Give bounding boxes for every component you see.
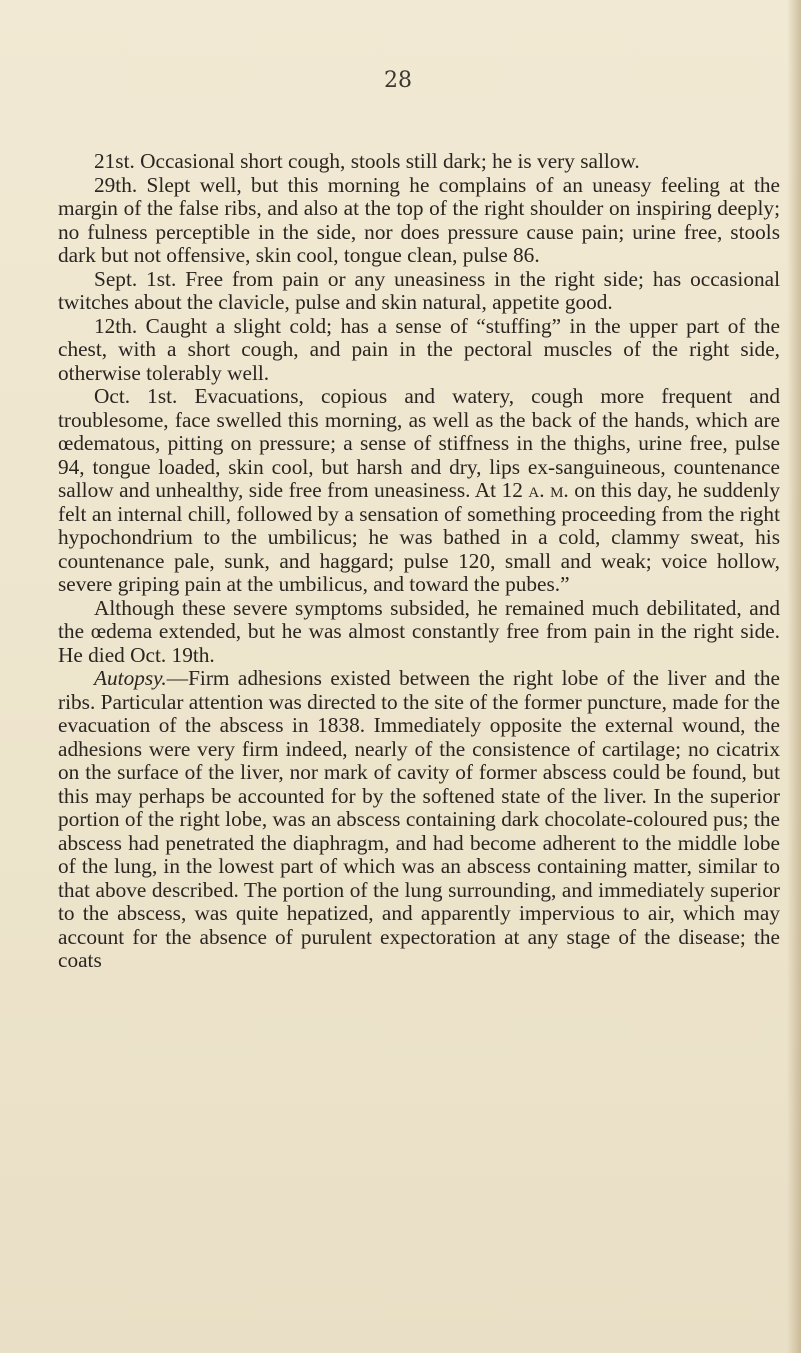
page-edge-shadow [787, 0, 801, 1353]
oct-1-text-before: Oct. 1st. Evacuations, copious and watery, cough more frequent and troublesome, face swelled this morning, as well as the back of the hands, which are œdematous, pitting on pressure; a sense of stiffness in the thighs, urine free, pulse 94, tongue loaded, skin cool, but harsh and dry, lips ex-sanguineous, countenance sallow and unhealthy, side free from uneasiness. At 12 [58, 384, 780, 502]
paragraph-sept-12: 12th. Caught a slight cold; has a sense of “stuffing” in the upper part of the chest, with a short cough, and pain in the pectoral muscles of the right side, otherwise tolerably well. [58, 313, 780, 385]
oct-1-text-after: on this day, he suddenly felt an internal chill, followed by a sensation of something proceeding from the right hypochondrium to the umbilicus; he was bathed in a cold, clammy sweat, his countenance pale, sunk, and haggard; pulse 120, small and weak; voice hollow, severe griping pain at the umbilicus, and toward the pubes.” [58, 478, 780, 596]
paragraph-oct-1 [58, 385, 780, 597]
paragraph-autopsy [58, 667, 780, 973]
autopsy-heading: Autopsy. [94, 666, 167, 690]
body-text [58, 150, 780, 973]
paragraph-sept-1: Sept. 1st. Free from pain or any uneasiness in the right side; has occasional twitches about the clavicle, pulse and skin natural, appetite good. [58, 266, 780, 314]
autopsy-text: —Firm adhesions existed between the right lobe of the liver and the ribs. Particular attention was directed to the site of the former puncture, made for the evacuation of the abscess in 1838. Immediately opposite the external wound, the adhesions were very firm indeed, nearly of the consistence of cartilage; no cicatrix on the surface of the liver, nor mark of cavity of former abscess could be found, but this may perhaps be accounted for by the softened state of the liver. In the superior portion of the right lobe, was an abscess containing dark chocolate-coloured pus; the abscess had penetrated the diaphragm, and had become adherent to the middle lobe of the lung, in the lowest part of which was an abscess containing matter, similar to that above described. The portion of the lung surrounding, and immediately superior to the abscess, was quite hepatized, and apparently impervious to air, which may account for the absence of purulent expectoration at any stage of the disease; the coats [58, 666, 780, 972]
paragraph-summary: Although these severe symptoms subsided, he remained much debilitated, and the œdema extended, but he was almost constantly free from pain in the right side. He died Oct. 19th. [58, 595, 780, 667]
oct-1-time-mark: a. m. [528, 478, 569, 502]
paragraph-aug-21: 21st. Occasional short cough, stools still dark; he is very sallow. [94, 149, 640, 173]
page-number: 28 [384, 68, 412, 93]
paragraph-aug-29: 29th. Slept well, but this morning he complains of an uneasy feeling at the margin of the false ribs, and also at the top of the right shoulder on inspiring deeply; no fulness perceptible in the side, nor does pressure cause pain; urine free, stools dark but not offensive, skin cool, tongue clean, pulse 86. [58, 172, 780, 267]
